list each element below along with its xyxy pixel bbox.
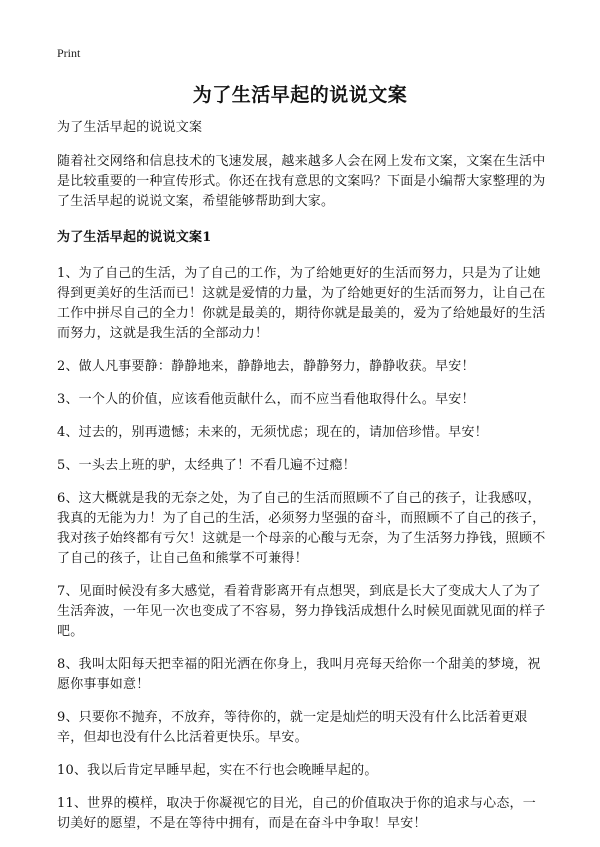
section-heading: 为了生活早起的说说文案1 [57,230,212,245]
document-subtitle: 为了生活早起的说说文案 [57,120,203,135]
list-item: 5、一头去上班的驴，太经典了！不看几遍不过瘾！ [57,458,356,473]
list-item: 6、这大概就是我的无奈之处，为了自己的生活而照顾不了自己的孩子，让我感叹，我真的无能为力！为了自己的生活，必须努力坚强的奋斗，而照顾不了自己的孩子，我对孩子始终都有亏欠！这就是一个母亲的心酸与无奈，为了生活努力挣钱，照顾不了自己的孩子，让自己鱼和熊掌不可兼得！ [57,491,546,566]
list-item: 7、见面时候没有多大感觉，看着背影离开有点想哭，到底是长大了变成大人了为了生活奔波，一年见一次也变成了不容易，努力挣钱活成想什么时候见面就见面的样子吧。 [57,584,546,639]
intro-paragraph: 随着社交网络和信息技术的飞速发展，越来越多人会在网上发布文案，文案在生活中是比较重要的一种宣传形式。你还在找有意思的文案吗？下面是小编帮大家整理的为了生活早起的说说文案，希望能够帮助到大家。 [57,154,546,209]
list-item: 4、过去的，别再遗憾；未来的，无须忧虑；现在的，请加倍珍惜。早安！ [57,425,488,440]
list-item: 11、世界的模样，取决于你凝视它的目光，自己的价值取决于你的追求与心态，一切美好的愿望，不是在等待中拥有，而是在奋斗中争取！早安！ [57,796,536,831]
list-item: 1、为了自己的生活，为了自己的工作，为了给她更好的生活而努力，只是为了让她得到更美好的生活而已！这就是爱情的力量，为了给她更好的生活而努力，让自己在工作中拼尽自己的全力！你就是最美的，期待你就是最美的，爱为了给她最好的生活而努力，这就是我生活的全部动力！ [57,266,546,341]
page-title: 为了生活早起的说说文案 [192,84,408,106]
list-item: 9、只要你不抛弃，不放弃，等待你的，就一定是灿烂的明天没有什么比活着更艰辛，但却也没有什么比活着更快乐。早安。 [57,710,528,745]
document-body [57,118,547,847]
print-link[interactable]: Print [57,46,81,60]
list-item: 3、一个人的价值，应该看他贡献什么，而不应当看他取得什么。早安！ [57,392,475,407]
list-item: 8、我叫太阳每天把幸福的阳光洒在你身上，我叫月亮每天给你一个甜美的梦境，祝愿你事事如意！ [57,657,541,692]
list-item: 2、做人凡事要静：静静地来，静静地去，静静努力，静静收获。早安！ [57,359,475,374]
list-item: 10、我以后肯定早睡早起，实在不行也会晚睡早起的。 [57,763,378,778]
